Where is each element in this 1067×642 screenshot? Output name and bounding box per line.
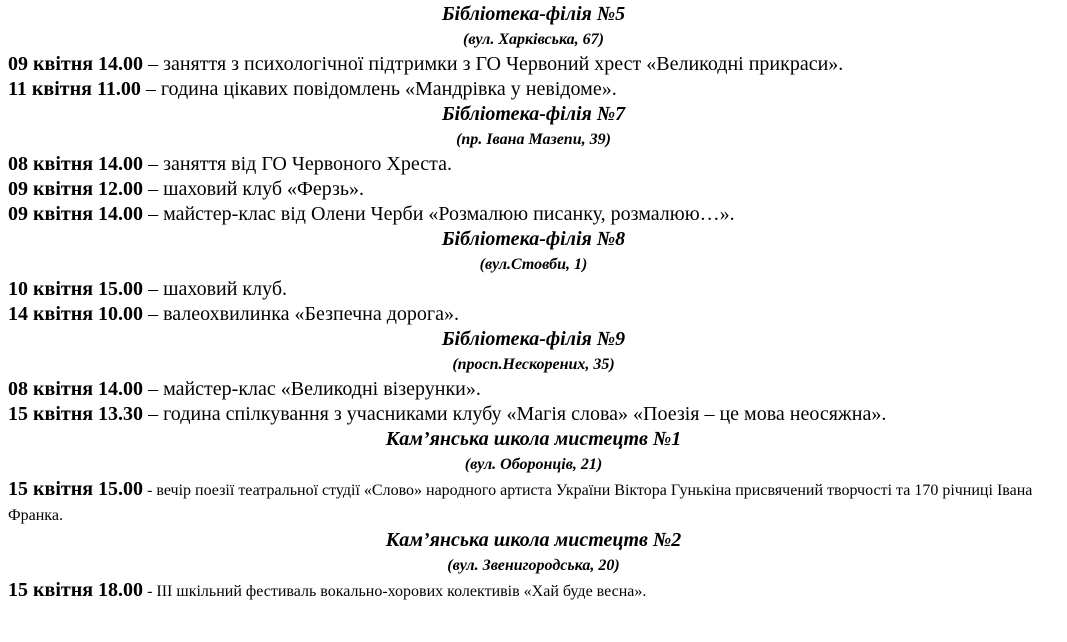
event-date: 09 квітня 14.00	[8, 203, 144, 225]
event-line	[8, 302, 1059, 327]
event-date: 08 квітня 14.00	[8, 153, 144, 175]
section-library-branch-9	[8, 327, 1059, 427]
event-text: шаховий клуб «Ферзь».	[163, 178, 364, 200]
event-text: майстер-клас «Великодні візерунки».	[163, 378, 481, 400]
section-address: (вул. Звенигородська, 20)	[447, 557, 620, 574]
section-title: Бібліотека-філія №5	[441, 3, 626, 25]
section-address: (вул. Харківська, 67)	[463, 31, 604, 48]
section-address: (пр. Івана Мазепи, 39)	[456, 131, 611, 148]
event-text: вечір поезії театральної студії «Слово» народного артиста України Віктора Гунькіна присвячений творчості та 170 річниці Івана Франка.	[8, 482, 1033, 524]
event-date: 15 квітня 15.00	[8, 478, 144, 500]
event-separator: –	[143, 378, 164, 400]
event-text: ІІІ шкільний фестиваль вокально-хорових колективів «Хай буде весна».	[156, 583, 647, 600]
section-title: Бібліотека-філія №7	[441, 103, 626, 125]
section-address: (вул. Оборонців, 21)	[464, 456, 603, 473]
event-line	[8, 377, 1059, 402]
event-date: 11 квітня 11.00	[8, 78, 141, 100]
event-text: майстер-клас від Олени Черби «Розмалюю писанку, розмалюю…».	[163, 203, 735, 225]
section-address: (вул.Стовби, 1)	[479, 256, 588, 273]
event-line	[8, 77, 1059, 102]
event-text: заняття з психологічної підтримки з ГО Червоний хрест «Великодні прикраси».	[163, 53, 844, 75]
event-date: 14 квітня 10.00	[8, 303, 144, 325]
event-separator: –	[143, 153, 164, 175]
event-date: 10 квітня 15.00	[8, 278, 144, 300]
event-date: 09 квітня 14.00	[8, 53, 144, 75]
event-line	[8, 402, 1059, 427]
event-line	[8, 277, 1059, 302]
event-line	[8, 152, 1059, 177]
event-text: валеохвилинка «Безпечна дорога».	[163, 303, 459, 325]
event-line	[8, 477, 1059, 528]
section-title: Кам’янська школа мистецтв №1	[385, 428, 682, 450]
section-library-branch-8	[8, 227, 1059, 327]
section-library-branch-7	[8, 102, 1059, 227]
event-separator: –	[143, 203, 164, 225]
section-art-school-2	[8, 528, 1059, 604]
event-line	[8, 52, 1059, 77]
section-title: Бібліотека-філія №9	[441, 328, 626, 350]
event-line	[8, 177, 1059, 202]
event-separator: –	[143, 53, 164, 75]
event-separator: –	[143, 303, 164, 325]
event-date: 15 квітня 13.30	[8, 403, 144, 425]
event-line	[8, 202, 1059, 227]
event-separator: –	[143, 278, 164, 300]
event-separator: –	[143, 403, 164, 425]
section-title: Бібліотека-філія №8	[441, 228, 626, 250]
event-line	[8, 578, 1059, 604]
section-address: (просп.Нескорених, 35)	[452, 356, 615, 373]
event-date: 15 квітня 18.00	[8, 579, 144, 601]
event-text: шаховий клуб.	[163, 278, 288, 300]
section-art-school-1	[8, 427, 1059, 528]
event-separator: –	[140, 78, 161, 100]
event-text: година спілкування з учасниками клубу «Магія слова» «Поезія – це мова неосяжна».	[163, 403, 887, 425]
event-separator: –	[143, 178, 164, 200]
event-text: година цікавих повідомлень «Мандрівка у невідоме».	[160, 78, 617, 100]
section-library-branch-5	[8, 2, 1059, 102]
event-date: 08 квітня 14.00	[8, 378, 144, 400]
event-separator: -	[143, 583, 157, 600]
event-separator: -	[143, 482, 157, 499]
section-title: Кам’янська школа мистецтв №2	[385, 529, 682, 551]
event-date: 09 квітня 12.00	[8, 178, 144, 200]
event-text: заняття від ГО Червоного Хреста.	[163, 153, 452, 175]
